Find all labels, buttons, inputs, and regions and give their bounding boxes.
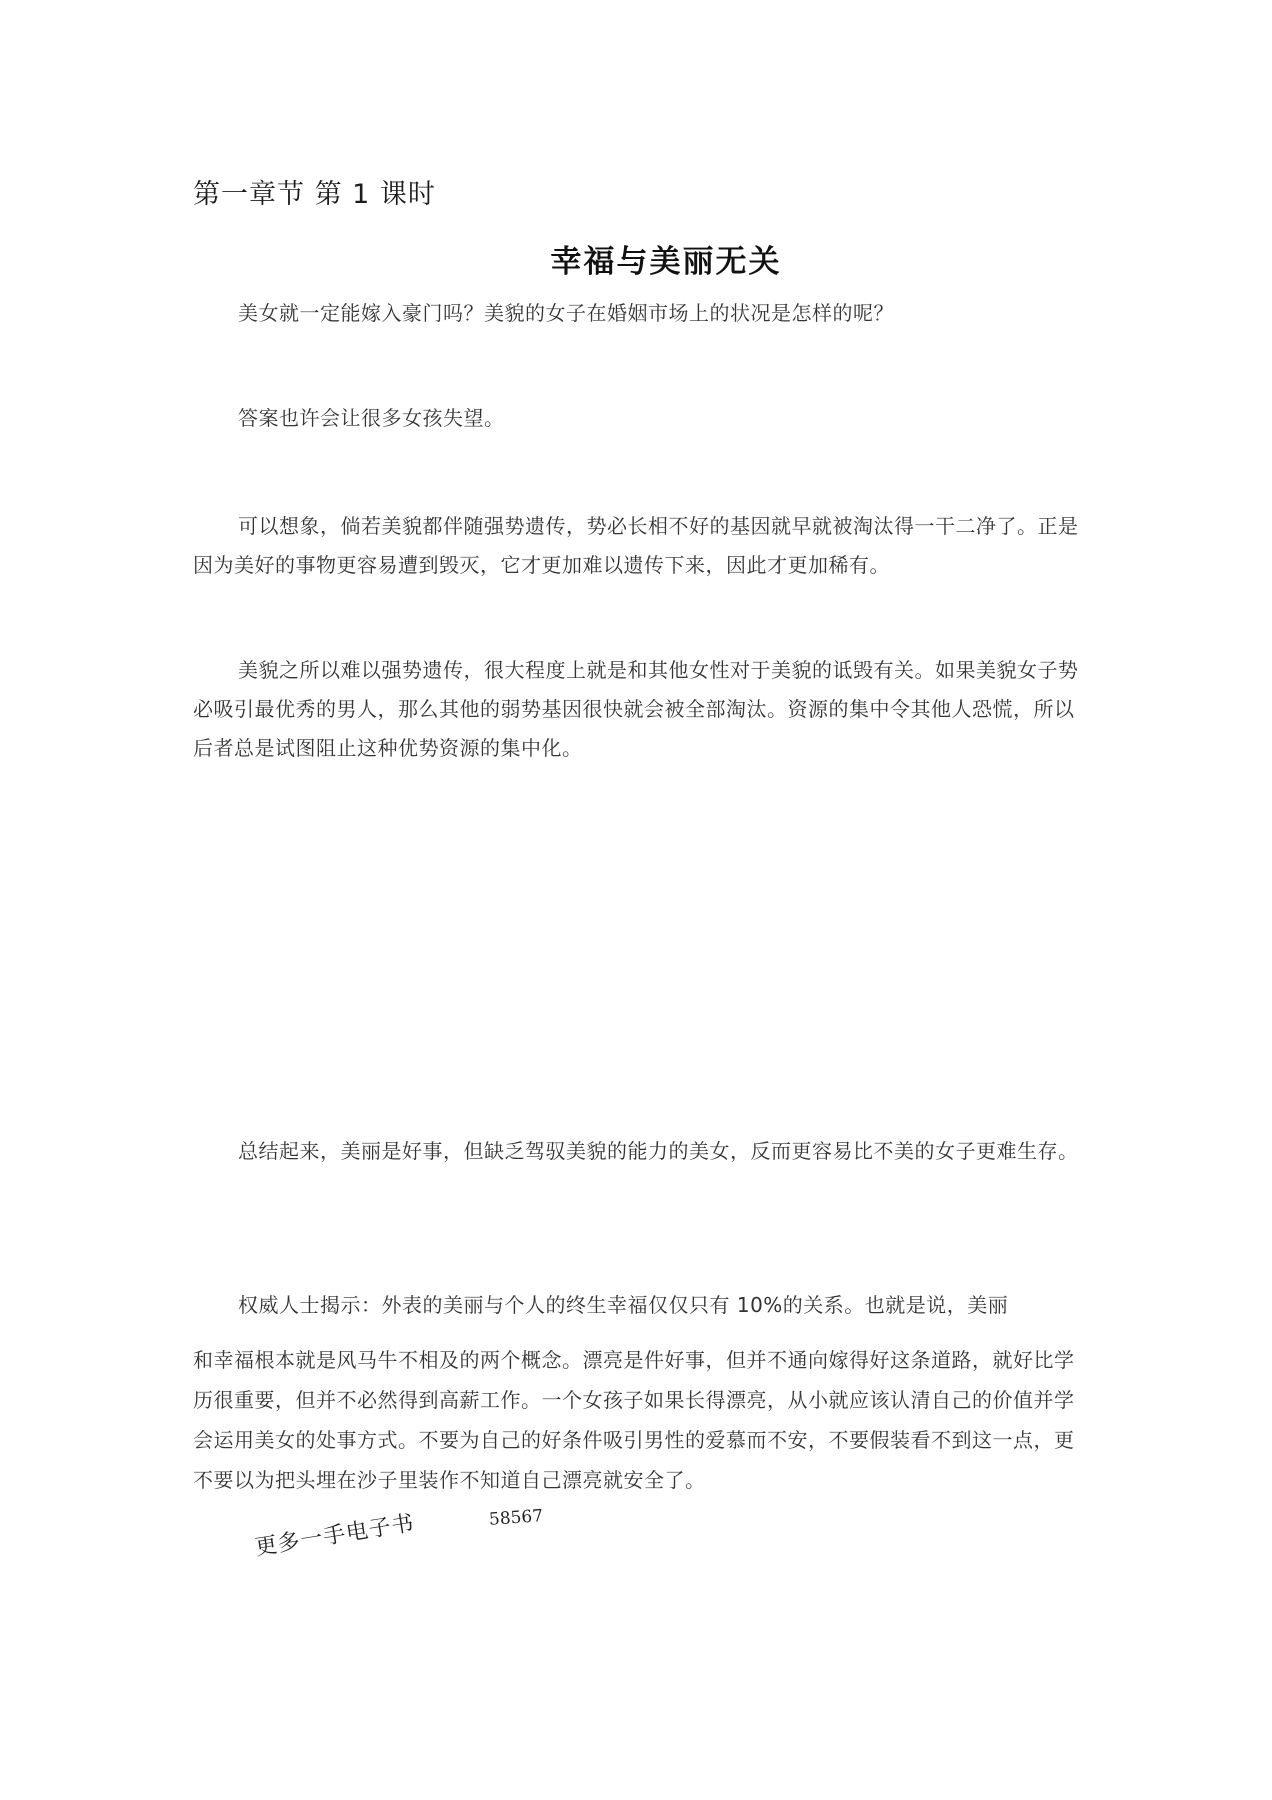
paragraph-6-first-line: 权威人士揭示：外表的美丽与个人的终生幸福仅仅只有 10%的关系。也就是说，美丽 [238,1293,1009,1317]
paragraph-6-continued: 和幸福根本就是风马牛不相及的两个概念。漂亮是件好事，但并不通向嫁得好这条道路，就好比学历很重要，但并不必然得到高薪工作。一个女孩子如果长得漂亮，从小就应该认清自己的价值并学会运用美女的处事方式。不要为自己的好条件吸引男性的爱慕而不安，不要假装看不到这一点，更不要以为把头埋在沙子里装作不知道自己漂亮就安全了。 [193,1348,1075,1492]
paragraph-1: 美女就一定能嫁入豪门吗？美貌的女子在婚姻市场上的状况是怎样的呢？ [238,301,894,325]
page-title: 幸福与美丽无关 [550,244,782,280]
handwritten-number: 58567 [488,1506,544,1530]
chapter-heading: 第一章节 第 1 课时 [193,179,436,210]
paragraph-3: 可以想象，倘若美貌都伴随强势遗传，势必长相不好的基因就早就被淘汰得一干二净了。正是因为美好的事物更容易遭到毁灭，它才更加难以遗传下来，因此才更加稀有。 [193,514,1079,577]
paragraph-2: 答案也许会让很多女孩失望。 [238,406,505,430]
handwritten-note: 更多一手电子书 [253,1510,417,1561]
paragraph-4: 美貌之所以难以强势遗传，很大程度上就是和其他女性对于美貌的诋毁有关。如果美貌女子势必吸引最优秀的男人，那么其他的弱势基因很快就会被全部淘汰。资源的集中令其他人恐慌，所以后者总是试图阻止这种优势资源的集中化。 [193,658,1079,760]
paragraph-5: 总结起来，美丽是好事，但缺乏驾驭美貌的能力的美女，反而更容易比不美的女子更难生存。 [238,1139,1079,1163]
